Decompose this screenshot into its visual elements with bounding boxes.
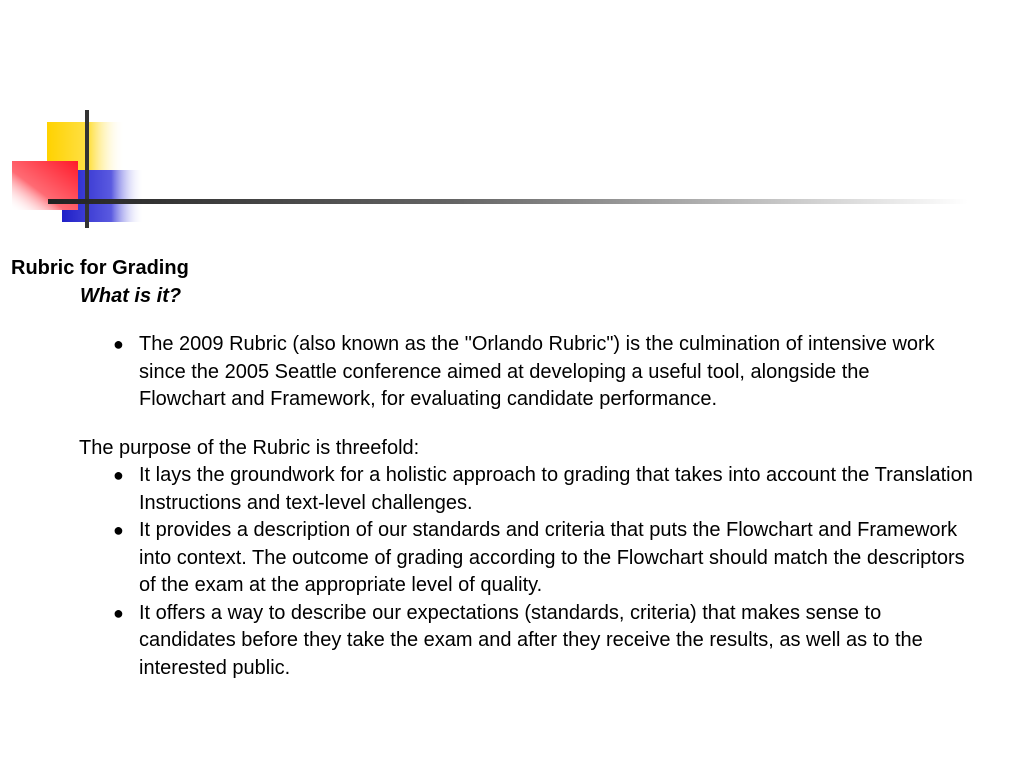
intro-list: [113, 331, 953, 414]
slide-subtitle: What is it?: [80, 285, 182, 307]
list-item: [113, 462, 973, 517]
bullet-icon: ●: [113, 334, 124, 354]
horizontal-line: [48, 199, 968, 204]
bullet-icon: ●: [113, 465, 124, 485]
list-item: [113, 517, 973, 600]
intro-text: The 2009 Rubric (also known as the "Orlando Rubric") is the culmination of intensive work since the 2005 Seattle conference aimed at developing a useful tool, alongside the Flowchart and Framework, for evaluating candidate performance.: [139, 333, 935, 410]
vertical-line: [85, 110, 89, 228]
slide-title: Rubric for Grading: [11, 257, 189, 279]
purpose-text: It provides a description of our standards and criteria that puts the Flowchart and Framework into context. The outcome of grading according to the Flowchart should match the descriptors of the exam at the appropriate level of quality.: [139, 519, 965, 596]
purpose-text: It offers a way to describe our expectations (standards, criteria) that makes sense to candidates before they take the exam and after they receive the results, as well as to the interested public.: [139, 601, 923, 679]
list-item: [113, 331, 953, 414]
bullet-icon: ●: [113, 520, 124, 540]
purpose-list: [113, 462, 973, 682]
bullet-icon: ●: [113, 602, 124, 623]
purpose-text: It lays the groundwork for a holistic approach to grading that takes into account the Translation Instructions and text-level challenges.: [139, 464, 973, 514]
list-item: [113, 600, 973, 683]
purpose-heading: The purpose of the Rubric is threefold:: [79, 437, 420, 459]
decorative-header-graphic: [0, 0, 1024, 240]
